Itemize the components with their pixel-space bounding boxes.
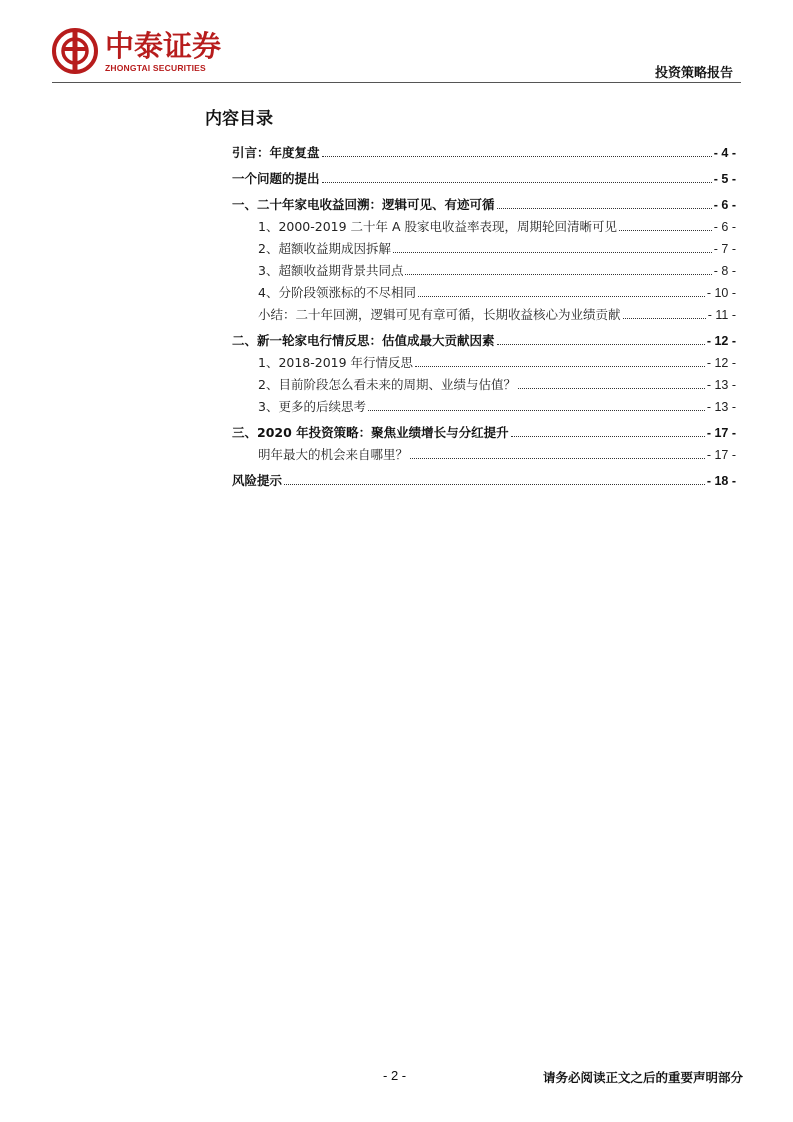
toc-leader-dots [415, 365, 705, 367]
toc-entry-label: 引言：年度复盘 [232, 145, 320, 160]
toc-entry[interactable] [232, 396, 736, 418]
toc-leader-dots [497, 343, 705, 345]
toc-entry[interactable] [232, 352, 736, 374]
toc-entry-page: - 13 - [706, 378, 736, 392]
toc-entry-label: 小结：二十年回溯，逻辑可见有章可循，长期收益核心为业绩贡献 [258, 307, 621, 322]
toc-entry-label: 3、更多的后续思考 [258, 399, 366, 414]
toc-entry[interactable] [232, 216, 736, 238]
toc-entry[interactable] [232, 168, 736, 190]
toc-entry-label: 一个问题的提出 [232, 171, 320, 186]
toc-entry-page: - 13 - [706, 400, 736, 414]
toc-entry-label: 4、分阶段领涨标的不尽相同 [258, 285, 416, 300]
toc-entry-page: - 17 - [706, 448, 736, 462]
toc-entry[interactable] [232, 194, 736, 216]
toc-leader-dots [518, 387, 705, 389]
toc-entry-label: 1、2000-2019 二十年 A 股家电收益率表现，周期轮回清晰可见 [258, 219, 618, 234]
toc-entry-page: - 10 - [706, 286, 736, 300]
toc-leader-dots [410, 457, 705, 459]
toc-title: 内容目录 [205, 109, 273, 129]
toc-entry-page: - 7 - [713, 242, 736, 256]
toc-leader-dots [418, 295, 705, 297]
toc-leader-dots [322, 181, 712, 183]
logo-chinese-name: 中泰证券 [105, 28, 222, 63]
header-divider [52, 82, 741, 83]
toc-leader-dots [497, 207, 712, 209]
toc-entry-page: - 17 - [706, 426, 736, 440]
toc-entry-label: 3、超额收益期背景共同点 [258, 263, 404, 278]
toc-entry[interactable] [232, 142, 736, 164]
toc-entry-page: - 6 - [713, 220, 736, 234]
toc-entry-page: - 12 - [706, 334, 736, 348]
toc-leader-dots [623, 317, 706, 319]
toc-entry[interactable] [232, 470, 736, 492]
toc-entry[interactable] [232, 444, 736, 466]
toc-leader-dots [368, 409, 705, 411]
toc-entry-page: - 18 - [706, 474, 736, 488]
toc-entry-label: 2、目前阶段怎么看未来的周期、业绩与估值？ [258, 377, 516, 392]
toc-entry-page: - 5 - [713, 172, 736, 186]
page-number: - 2 - [383, 1068, 407, 1083]
toc-entry-page: - 4 - [713, 146, 736, 160]
company-logo [52, 28, 221, 74]
toc-leader-dots [284, 483, 705, 485]
toc-leader-dots [405, 273, 711, 275]
toc-entry-label: 1、2018-2019 年行情反思 [258, 355, 414, 370]
toc-leader-dots [619, 229, 712, 231]
toc-leader-dots [511, 435, 705, 437]
toc-leader-dots [393, 251, 712, 253]
report-type-label: 投资策略报告 [654, 66, 733, 81]
zhongtai-logo-icon [52, 28, 98, 74]
toc-entry[interactable] [232, 422, 736, 444]
toc-entry[interactable] [232, 330, 736, 352]
toc-entry[interactable] [232, 282, 736, 304]
toc-entry-page: - 6 - [713, 198, 736, 212]
toc-entry[interactable] [232, 374, 736, 396]
footer-disclaimer: 请务必阅读正文之后的重要声明部分 [542, 1070, 743, 1085]
logo-english-name: ZHONGTAI SECURITIES [105, 62, 206, 73]
toc-entry-label: 三、2020 年投资策略：聚焦业绩增长与分红提升 [232, 425, 509, 440]
toc-entry-page: - 11 - [707, 308, 736, 322]
toc-entry-page: - 8 - [713, 264, 736, 278]
toc-entry[interactable] [232, 238, 736, 260]
toc-entry-label: 一、二十年家电收益回溯：逻辑可见、有迹可循 [232, 197, 495, 212]
toc-entry-label: 风险提示 [232, 473, 283, 488]
toc-entry-label: 二、新一轮家电行情反思：估值成最大贡献因素 [232, 333, 495, 348]
toc-entry[interactable] [232, 304, 736, 326]
toc-leader-dots [322, 155, 712, 157]
toc-entry-label: 2、超额收益期成因拆解 [258, 241, 391, 256]
table-of-contents [232, 142, 736, 492]
toc-entry-page: - 12 - [706, 356, 736, 370]
toc-entry[interactable] [232, 260, 736, 282]
toc-entry-label: 明年最大的机会来自哪里？ [258, 447, 409, 462]
